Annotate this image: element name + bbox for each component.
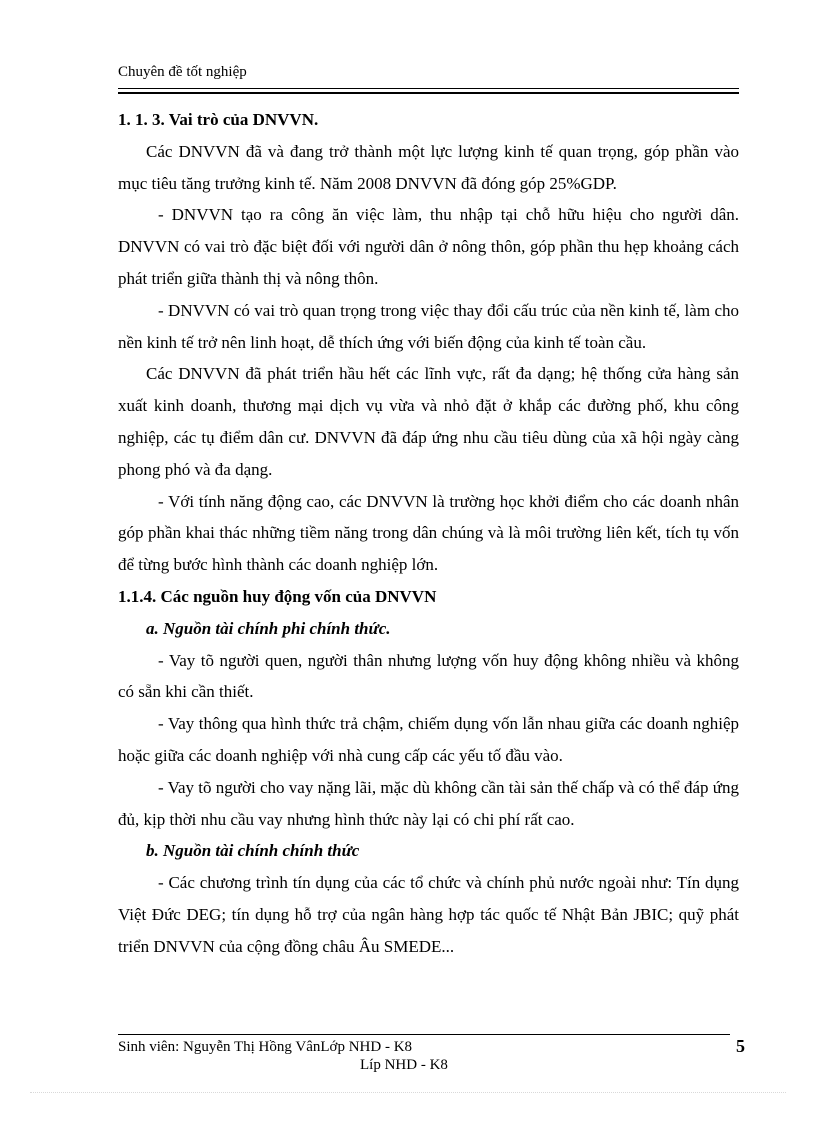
footer-student-info: Sinh viên: Nguyễn Thị Hồng VânLớp NHD - K8: [118, 1039, 413, 1055]
footer-class-label: Líp NHD - K8: [360, 1057, 448, 1073]
page-header-title: Chuyên đề tốt nghiệp: [118, 64, 247, 80]
paragraph: Các DNVVN đã và đang trở thành một lực lượng kinh tế quan trọng, góp phần vào mục tiêu tăng trưởng kinh tế. Năm 2008 DNVVN đã đóng góp 25%GDP.: [118, 141, 739, 193]
document-body: [118, 104, 739, 963]
paragraph: - Các chương trình tín dụng của các tổ chức và chính phủ nước ngoài như: Tín dụng Việt Đức DEG; tín dụng hỗ trợ của ngân hàng hợp tác quốc tế Nhật Bản JBIC; quỹ phát triển DNVVN của cộng đồng châu Âu SMEDE...: [118, 873, 739, 956]
footer-rule: [118, 1034, 730, 1035]
paragraph: - Với tính năng động cao, các DNVVN là trường học khởi điểm cho các doanh nhân góp phần khai thác những tiềm năng trong dân chúng và là môi trường liên kết, tích tụ vốn để từng bước hình thành các doanh nghiệp lớn.: [118, 491, 739, 575]
subheading-b: b. Nguồn tài chính chính thức: [146, 841, 360, 861]
subheading-a: a. Nguồn tài chính phi chính thức.: [146, 618, 391, 638]
paragraph: - DNVVN tạo ra công ăn việc làm, thu nhập tại chỗ hữu hiệu cho người dân. DNVVN có vai trò đặc biệt đối với người dân ở nông thôn, góp phần thu hẹp khoảng cách phát triển giữa thành thị và nông thôn.: [118, 205, 739, 288]
paragraph: - DNVVN có vai trò quan trọng trong việc thay đổi cấu trúc của nền kinh tế, làm cho nền kinh tế trở nên linh hoạt, dễ thích ứng với biến động của kinh tế toàn cầu.: [118, 300, 739, 352]
paragraph: - Vay thông qua hình thức trả chậm, chiếm dụng vốn lẫn nhau giữa các doanh nghiệp hoặc giữa các doanh nghiệp với nhà cung cấp các yếu tố đầu vào.: [118, 714, 739, 765]
header-rule-thick: [118, 92, 739, 94]
paragraph: - Vay tõ người quen, người thân nhưng lượng vốn huy động không nhiều và không có sẵn khi cần thiết.: [118, 650, 739, 702]
page-number: 5: [736, 1036, 745, 1056]
header-rule-thin: [118, 88, 739, 89]
section-heading-113: 1. 1. 3. Vai trò của DNVVN.: [118, 110, 319, 129]
paragraph: - Vay tõ người cho vay nặng lãi, mặc dù không cần tài sản thế chấp và có thể đáp ứng đủ, kịp thời nhu cầu vay nhưng hình thức này lại có chi phí rất cao.: [118, 777, 739, 829]
section-heading-114: 1.1.4. Các nguồn huy động vốn của DNVVN: [118, 586, 437, 606]
paragraph: Các DNVVN đã phát triển hầu hết các lĩnh vực, rất đa dạng; hệ thống cửa hàng sản xuất kinh doanh, thương mại dịch vụ vừa và nhỏ đặt ở khắp các đường phố, khu công nghiệp, các tụ điểm dân cư. DNVVN đã đáp ứng nhu cầu tiêu dùng của xã hội ngày càng phong phó và đa dạng.: [118, 364, 739, 479]
page-boundary-dotted-line: [30, 1092, 786, 1093]
